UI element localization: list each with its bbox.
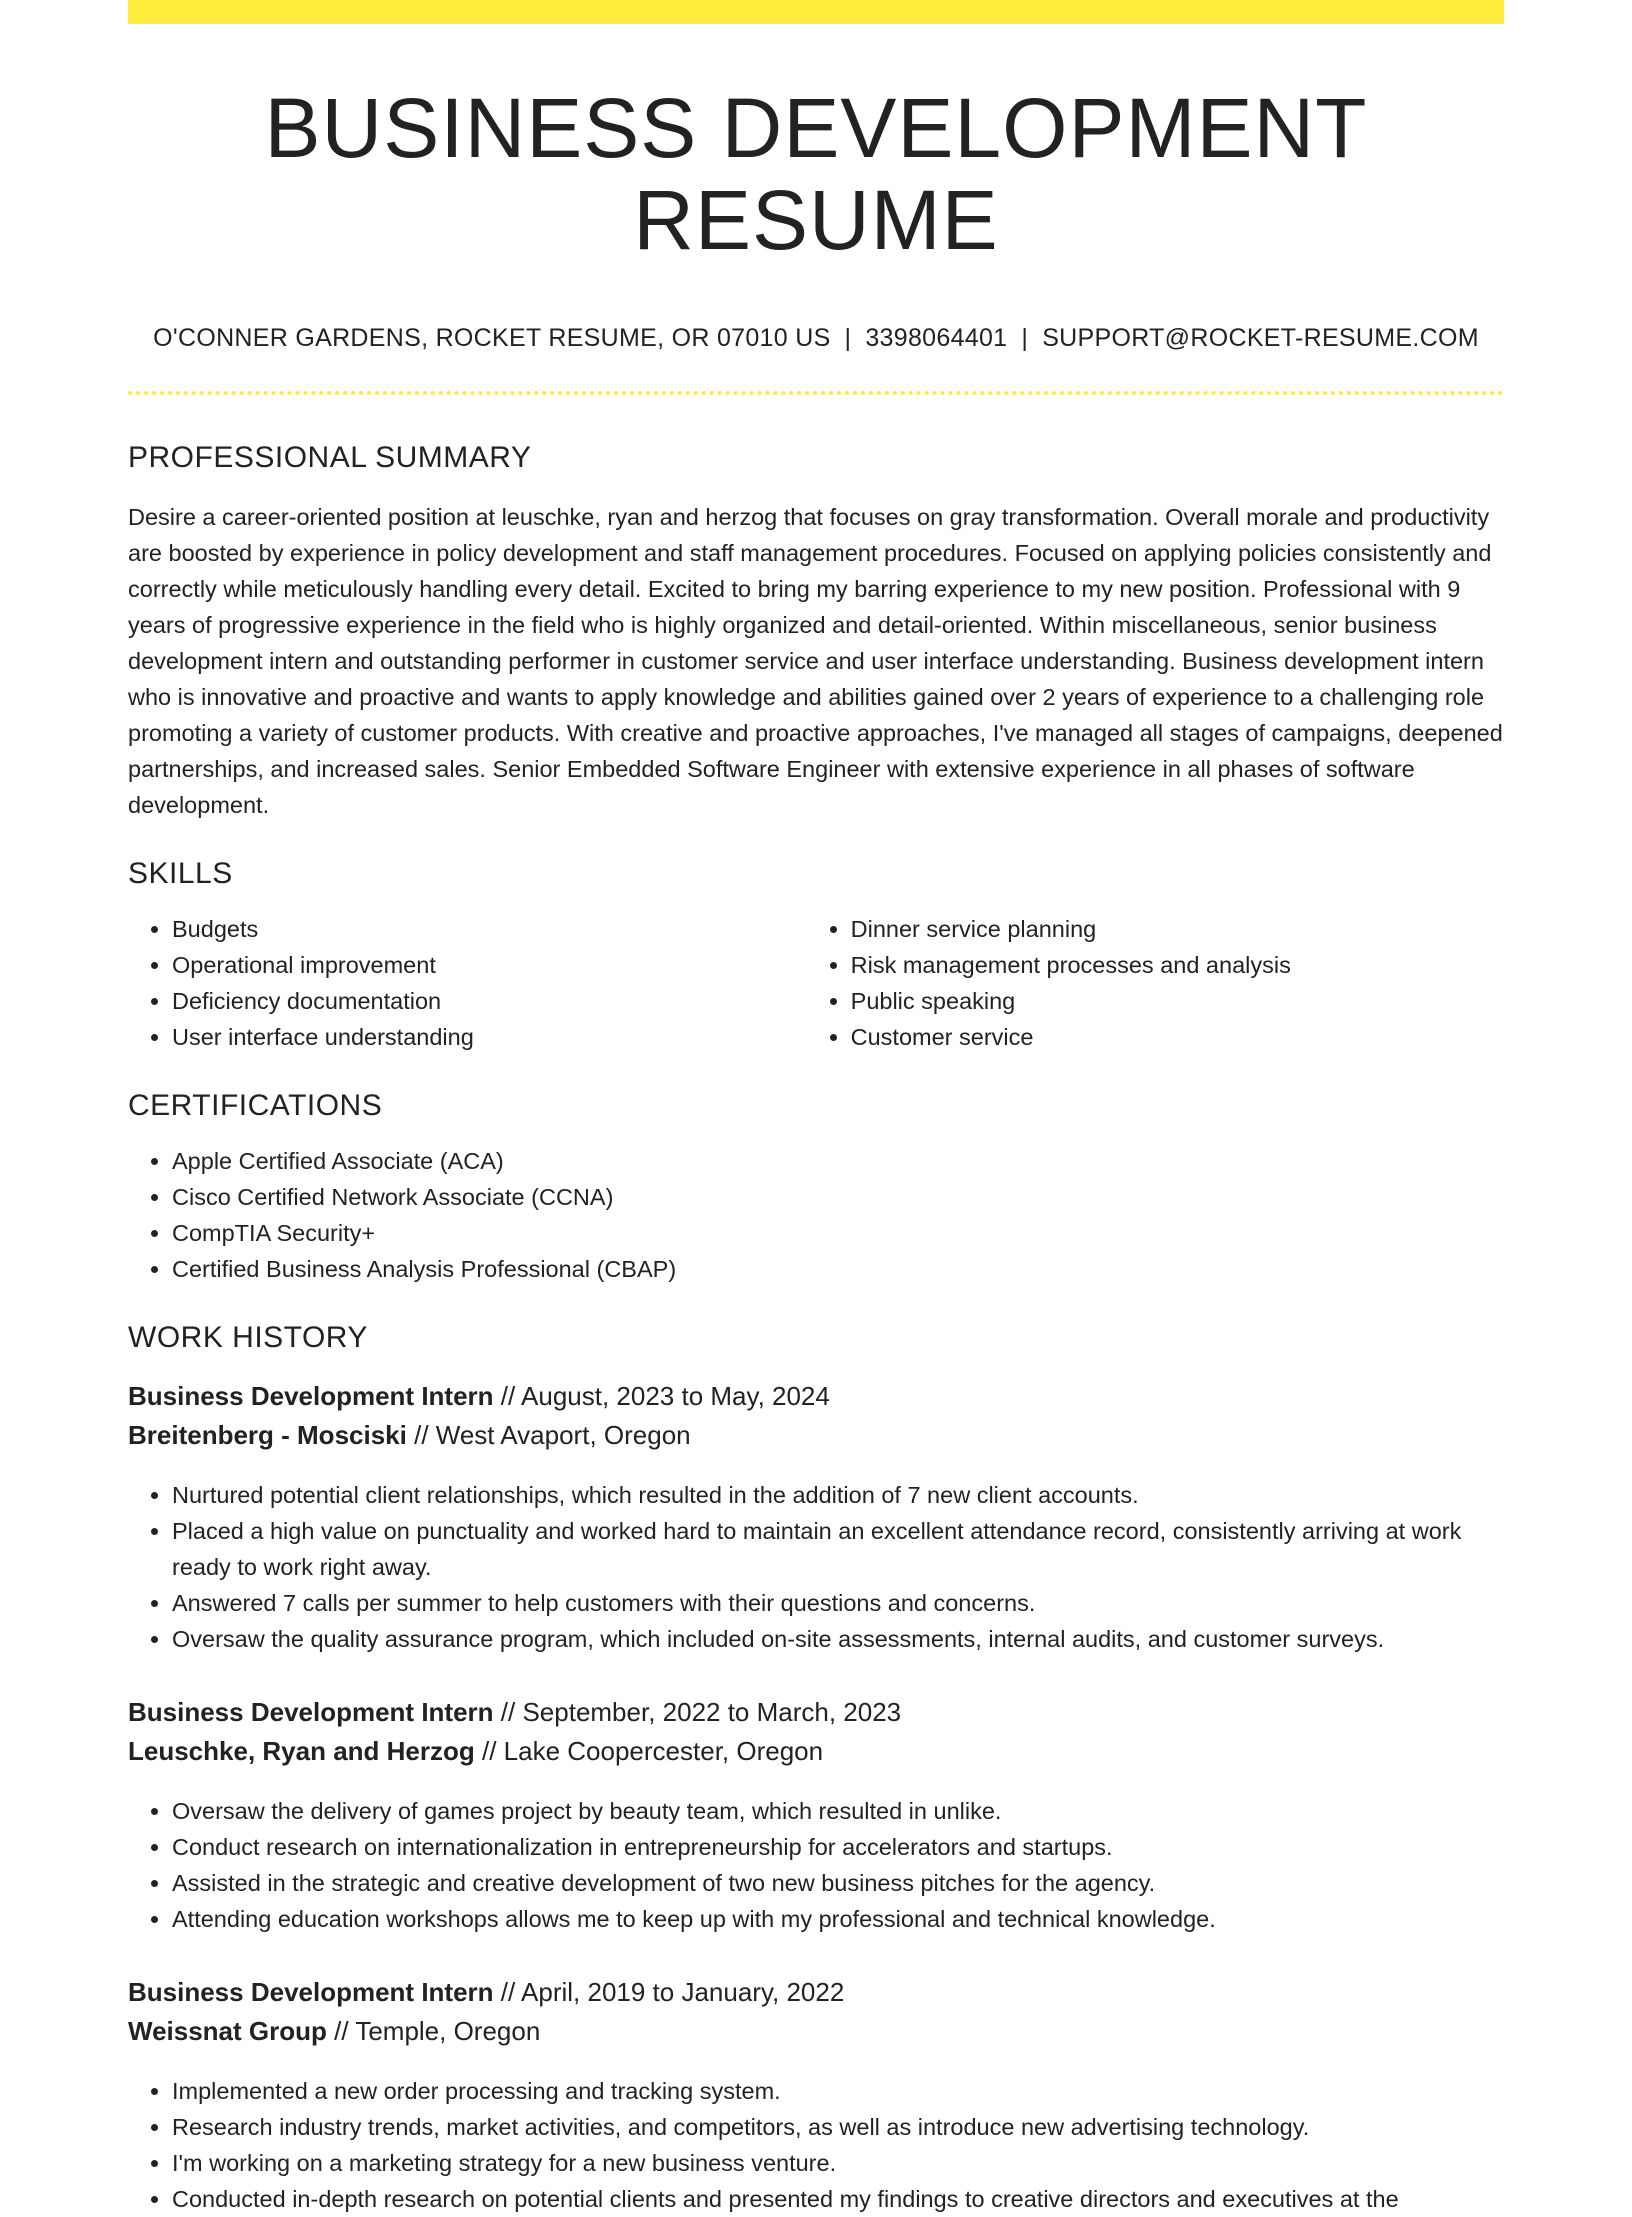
certifications-list <box>128 1143 1504 1287</box>
job-bullets <box>128 1793 1504 1937</box>
job-title: Business Development Intern <box>128 1976 494 2007</box>
skill-item: • User interface understanding <box>172 1019 807 1055</box>
skill-item: • Customer service <box>851 1019 1504 1055</box>
accent-bar <box>128 0 1504 24</box>
job-company-line <box>128 1732 1504 1771</box>
contact-address: O'CONNER GARDENS, ROCKET RESUME, OR 07010 US <box>153 323 831 352</box>
job-bullet: • Oversaw the quality assurance program, which included on-site assessments, internal audits, and customer surveys. <box>172 1621 1504 1657</box>
skill-item: • Budgets <box>172 911 807 947</box>
skills-section <box>128 857 1504 1055</box>
job-bullet: • Conduct research on internationalization in entrepreneurship for accelerators and startups. <box>172 1829 1504 1865</box>
job-dates: // August, 2023 to May, 2024 <box>500 1380 830 1411</box>
contact-email: SUPPORT@ROCKET-RESUME.COM <box>1042 323 1479 352</box>
job-bullet: • Placed a high value on punctuality and worked hard to maintain an excellent attendance record, consistently arriving at work ready to work right away. <box>172 1513 1504 1585</box>
skill-item: • Risk management processes and analysis <box>851 947 1504 983</box>
skill-item: • Deficiency documentation <box>172 983 807 1019</box>
professional-summary-section <box>128 441 1504 823</box>
job-entry <box>128 1377 1504 1657</box>
section-heading: WORK HISTORY <box>128 1320 368 1354</box>
job-dates: // September, 2022 to March, 2023 <box>500 1696 902 1727</box>
job-bullet: • Conducted in-depth research on potential clients and presented my findings to creative directors and executives at the <box>172 2181 1504 2217</box>
contact-separator: | <box>1021 323 1029 352</box>
job-bullet: • Oversaw the delivery of games project by beauty team, which resulted in unlike. <box>172 1793 1504 1829</box>
certification-item: • Cisco Certified Network Associate (CCNA) <box>172 1179 1504 1215</box>
job-bullet: • I'm working on a marketing strategy for a new business venture. <box>172 2145 1504 2181</box>
job-bullet: • Answered 7 calls per summer to help customers with their questions and concerns. <box>172 1585 1504 1621</box>
section-heading: SKILLS <box>128 856 233 890</box>
certifications-section <box>128 1089 1504 1287</box>
certification-item: • CompTIA Security+ <box>172 1215 1504 1251</box>
certification-item: • Certified Business Analysis Professional (CBAP) <box>172 1251 1504 1287</box>
job-title-line <box>128 1377 1504 1416</box>
job-entry <box>128 1693 1504 1937</box>
contact-separator: | <box>844 323 852 352</box>
contact-line <box>128 323 1504 353</box>
job-company: Breitenberg - Mosciski <box>128 1419 407 1450</box>
skill-item: • Operational improvement <box>172 947 807 983</box>
job-entry <box>128 1973 1504 2217</box>
resume-page <box>128 0 1504 2217</box>
job-company: Weissnat Group <box>128 2015 327 2046</box>
contact-phone: 3398064401 <box>865 323 1008 352</box>
job-title: Business Development Intern <box>128 1380 494 1411</box>
skills-grid <box>128 911 1504 1055</box>
job-dates: // April, 2019 to January, 2022 <box>500 1976 845 2007</box>
job-bullets <box>128 2073 1504 2217</box>
skill-item: • Dinner service planning <box>851 911 1504 947</box>
job-company: Leuschke, Ryan and Herzog <box>128 1735 475 1766</box>
job-bullets <box>128 1477 1504 1657</box>
resume-title: BUSINESS DEVELOPMENT RESUME <box>264 81 1368 268</box>
dotted-divider <box>128 391 1504 395</box>
job-location: // West Avaport, Oregon <box>414 1419 691 1450</box>
summary-text: Desire a career-oriented position at leuschke, ryan and herzog that focuses on gray transformation. Overall morale and productivity are boosted by experience in policy development and staff management procedures. Focused on applying policies consistently and correctly while meticulously handling every detail. Excited to bring my barring experience to my new position. Professional with 9 years of progressive experience in the field who is highly organized and detail-oriented. Within miscellaneous, senior business development intern and outstanding performer in customer service and user interface understanding. Business development intern who is innovative and proactive and wants to apply knowledge and abilities gained over 2 years of experience to a challenging role promoting a variety of customer products. With creative and proactive approaches, I've managed all stages of campaigns, deepened partnerships, and increased sales. Senior Embedded Software Engineer with extensive experience in all phases of software development. <box>128 503 1503 818</box>
job-bullet: • Assisted in the strategic and creative development of two new business pitches for the agency. <box>172 1865 1504 1901</box>
section-heading: PROFESSIONAL SUMMARY <box>128 440 532 474</box>
work-history-section <box>128 1321 1504 2217</box>
job-location: // Temple, Oregon <box>334 2015 541 2046</box>
job-bullet: • Research industry trends, market activities, and competitors, as well as introduce new advertising technology. <box>172 2109 1504 2145</box>
job-title-line <box>128 1973 1504 2012</box>
job-location: // Lake Coopercester, Oregon <box>482 1735 824 1766</box>
job-bullet: • Attending education workshops allows me to keep up with my professional and technical knowledge. <box>172 1901 1504 1937</box>
skill-item: • Public speaking <box>851 983 1504 1019</box>
section-heading: CERTIFICATIONS <box>128 1088 383 1122</box>
job-title: Business Development Intern <box>128 1696 494 1727</box>
job-company-line <box>128 2012 1504 2051</box>
job-bullet: • Nurtured potential client relationships, which resulted in the addition of 7 new client accounts. <box>172 1477 1504 1513</box>
job-bullet: • Implemented a new order processing and tracking system. <box>172 2073 1504 2109</box>
job-title-line <box>128 1693 1504 1732</box>
certification-item: • Apple Certified Associate (ACA) <box>172 1143 1504 1179</box>
skills-column-right <box>807 911 1504 1055</box>
job-company-line <box>128 1416 1504 1455</box>
skills-column-left <box>128 911 807 1055</box>
